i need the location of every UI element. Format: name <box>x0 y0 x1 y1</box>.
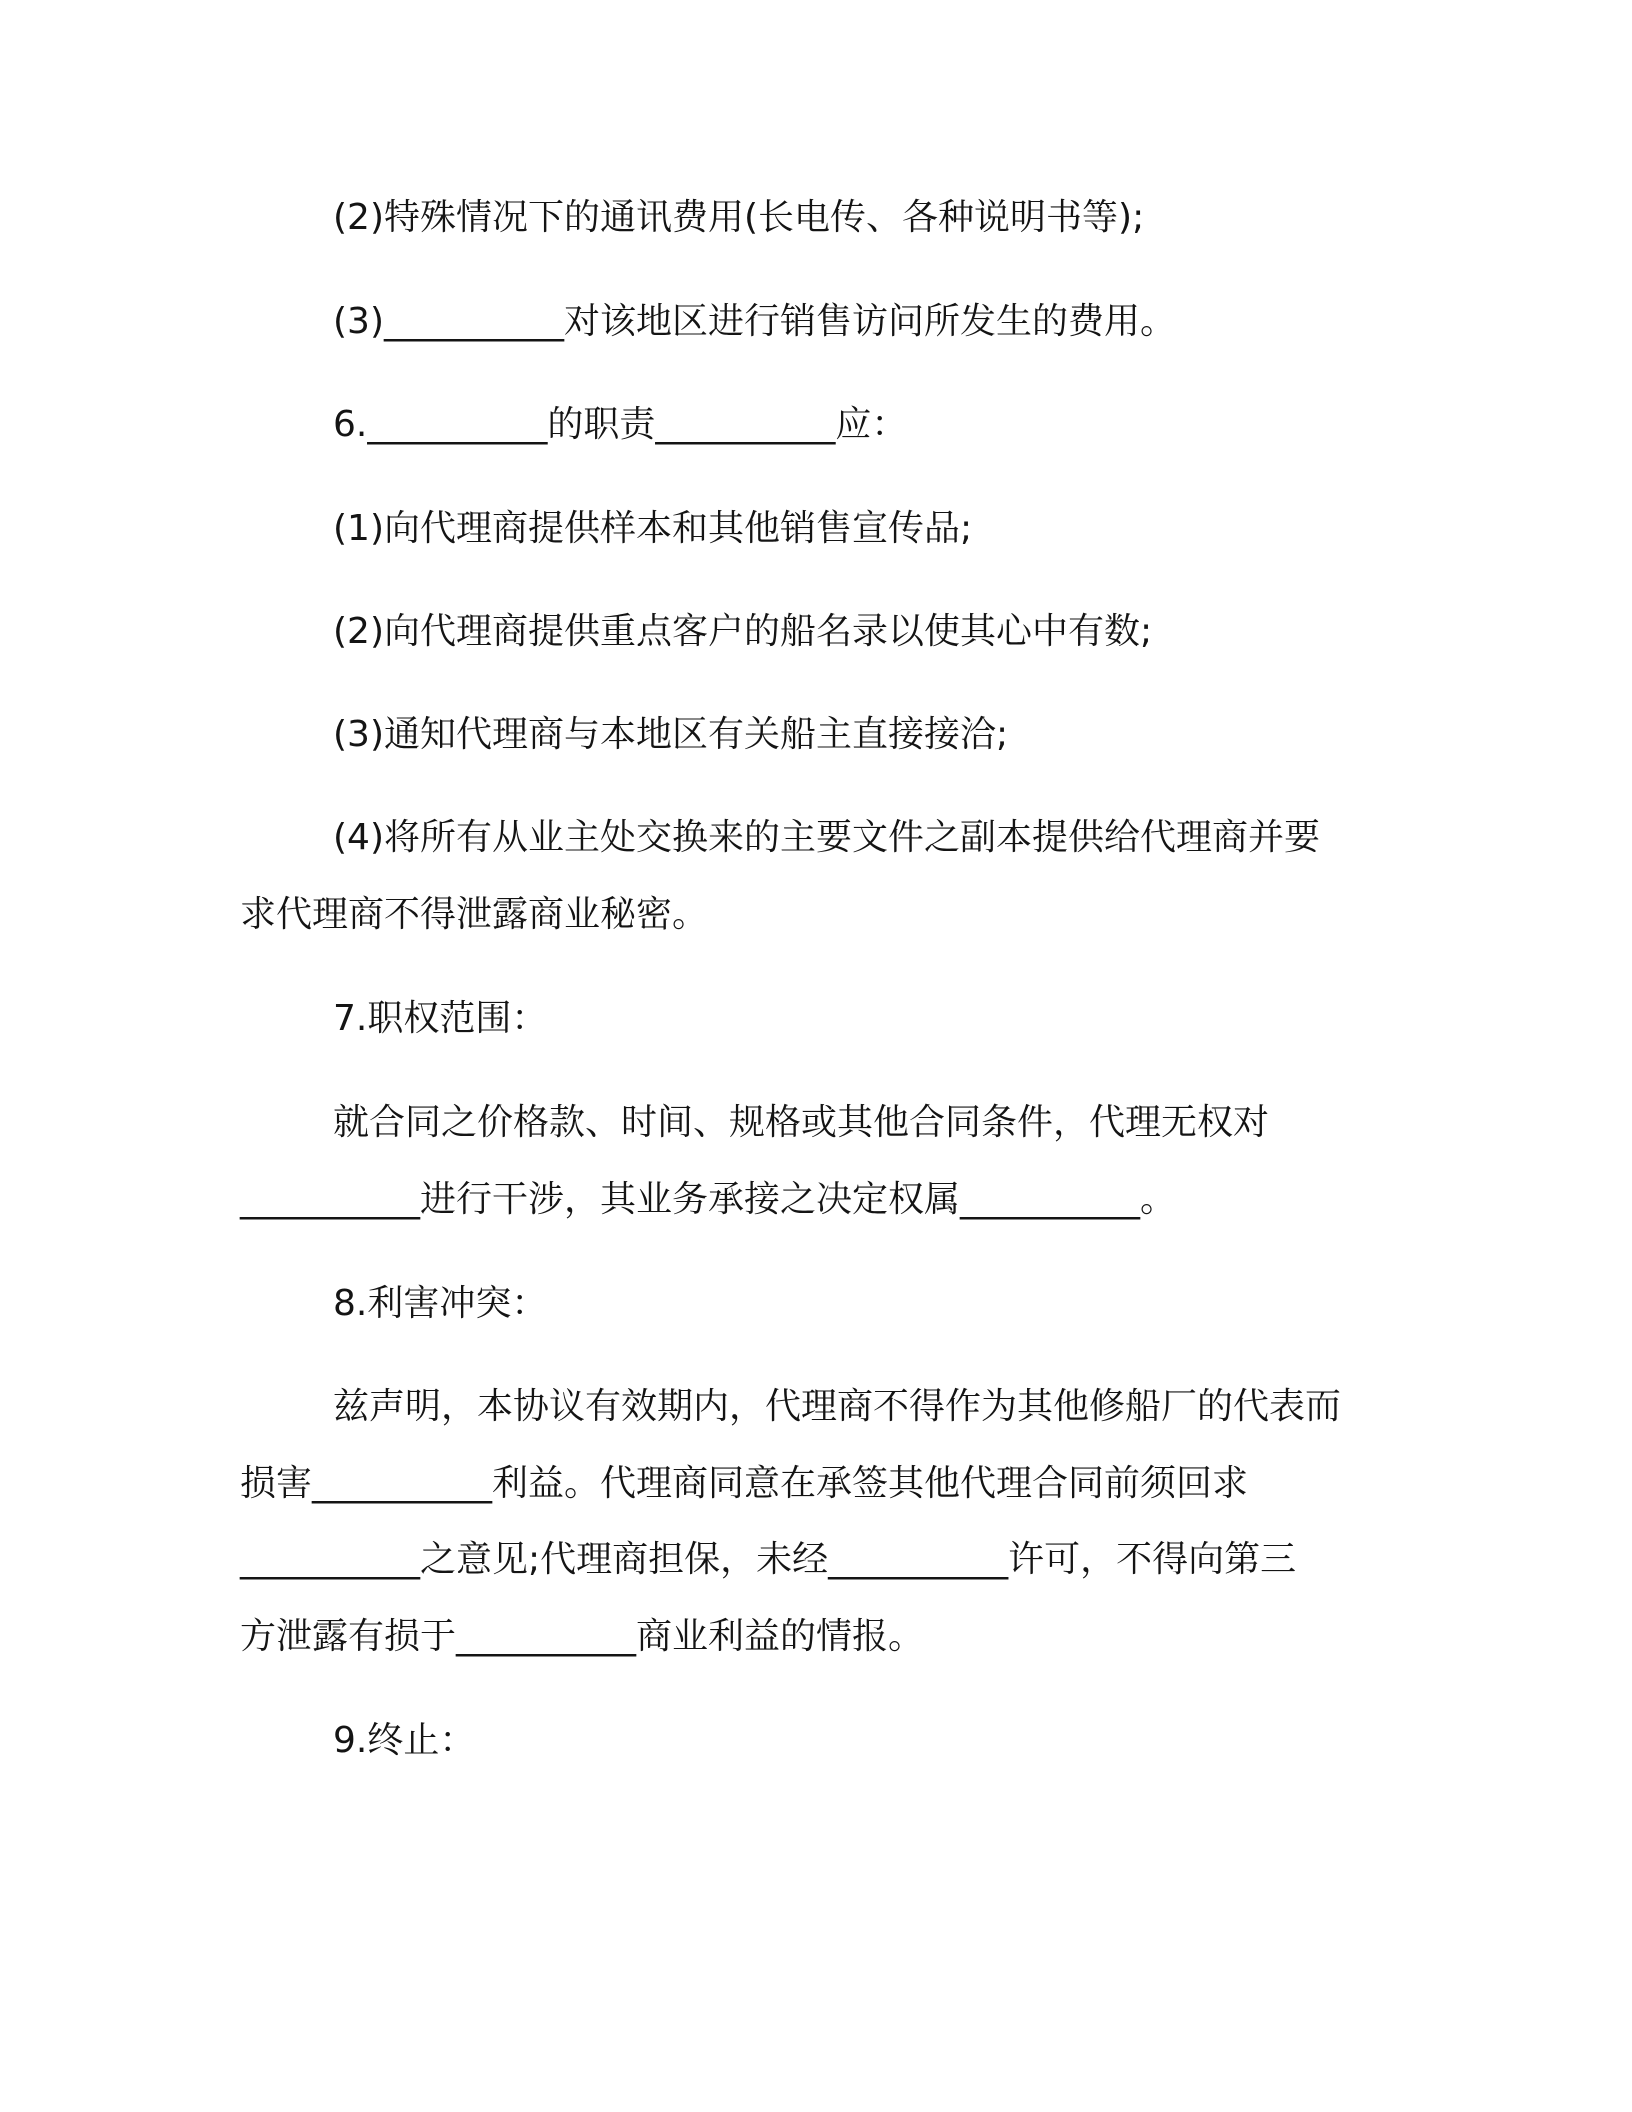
text-line-6-3: (3)通知代理商与本地区有关船主直接接洽; <box>333 714 1009 755</box>
text-line-7-1: 就合同之价格款、时间、规格或其他合同条件，代理无权对 <box>333 1102 1270 1143</box>
text-line-8-1-cont-3: 方泄露有损于__________商业利益的情报。 <box>240 1616 925 1657</box>
text-line-2-1: (2)特殊情况下的通讯费用(长电传、各种说明书等); <box>333 197 1145 238</box>
text-line-8-1-cont-2: __________之意见;代理商担保，未经__________许可，不得向第三 <box>240 1539 1297 1580</box>
text-line-8-1-cont-1: 损害__________利益。代理商同意在承签其他代理合同前须回求 <box>240 1463 1249 1504</box>
section-7-heading: 7.职权范围： <box>333 998 548 1039</box>
text-line-6-4-cont: 求代理商不得泄露商业秘密。 <box>240 894 709 935</box>
section-6-heading: 6.__________的职责__________应： <box>333 404 908 445</box>
section-8-heading: 8.利害冲突： <box>333 1283 548 1324</box>
text-line-8-1: 兹声明，本协议有效期内，代理商不得作为其他修船厂的代表而 <box>333 1386 1342 1427</box>
text-line-7-1-cont: __________进行干涉，其业务承接之决定权属__________。 <box>240 1179 1177 1220</box>
text-line-6-2: (2)向代理商提供重点客户的船名录以使其心中有数; <box>333 611 1153 652</box>
text-line-2-2: (3)__________对该地区进行销售访问所发生的费用。 <box>333 301 1176 342</box>
text-line-6-4: (4)将所有从业主处交换来的主要文件之副本提供给代理商并要 <box>333 817 1320 858</box>
section-9-heading: 9.终止： <box>333 1720 476 1761</box>
text-line-6-1: (1)向代理商提供样本和其他销售宣传品; <box>333 508 973 549</box>
